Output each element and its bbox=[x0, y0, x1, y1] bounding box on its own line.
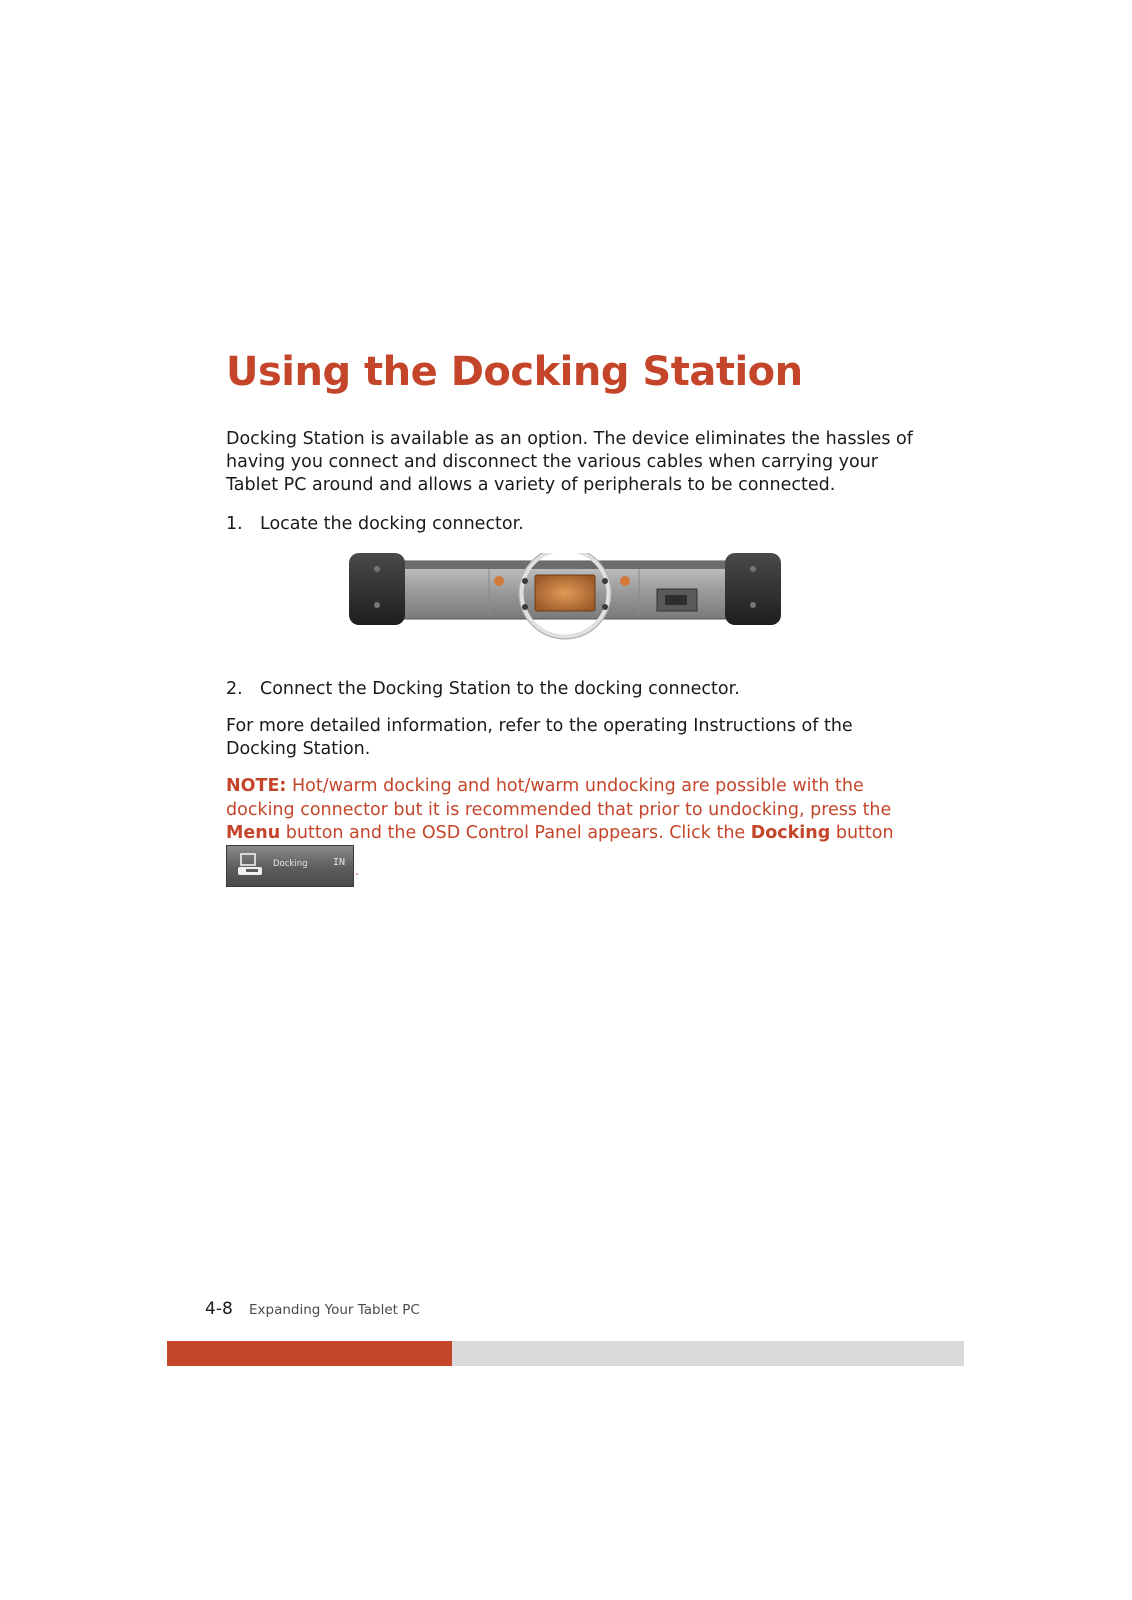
step-number: 1. bbox=[226, 514, 243, 534]
note-end: . bbox=[355, 864, 359, 878]
docking-button[interactable] bbox=[226, 845, 354, 887]
page-title: Using the Docking Station bbox=[226, 349, 803, 395]
docking-connector-illustration bbox=[349, 553, 781, 657]
step-1 bbox=[226, 513, 916, 536]
note-paragraph bbox=[226, 775, 916, 846]
docking-button-state: IN bbox=[332, 857, 345, 868]
footer-section-title: Expanding Your Tablet PC bbox=[249, 1302, 420, 1318]
step-text: Connect the Docking Station to the docking connector. bbox=[260, 679, 740, 699]
docking-keyword: Docking bbox=[750, 823, 831, 843]
intro-paragraph: Docking Station is available as an option. The device eliminates the hassles of having you connect and disconnect the various cables when carrying your Tablet PC around and allows a variety of peripherals to be connected. bbox=[226, 429, 913, 495]
menu-keyword: Menu bbox=[226, 823, 281, 843]
footer-accent-bar bbox=[167, 1341, 452, 1366]
note-text: Hot/warm docking and hot/warm undocking are possible with the docking connector but it is recommended that prior to undocking, press the bbox=[226, 776, 892, 820]
step-text: Locate the docking connector. bbox=[260, 514, 524, 534]
note-label: NOTE: bbox=[226, 776, 287, 796]
note-text: button bbox=[830, 823, 894, 843]
footer-grey-bar bbox=[452, 1341, 964, 1366]
step-number: 2. bbox=[226, 679, 243, 699]
docking-button-label: Docking bbox=[273, 859, 308, 869]
more-info-paragraph: For more detailed information, refer to the operating Instructions of the Docking Station. bbox=[226, 716, 853, 759]
monitor-icon bbox=[237, 853, 263, 881]
page-number: 4-8 bbox=[205, 1299, 233, 1319]
step-2 bbox=[226, 678, 916, 701]
note-text: button and the OSD Control Panel appears. Click the bbox=[280, 823, 751, 843]
